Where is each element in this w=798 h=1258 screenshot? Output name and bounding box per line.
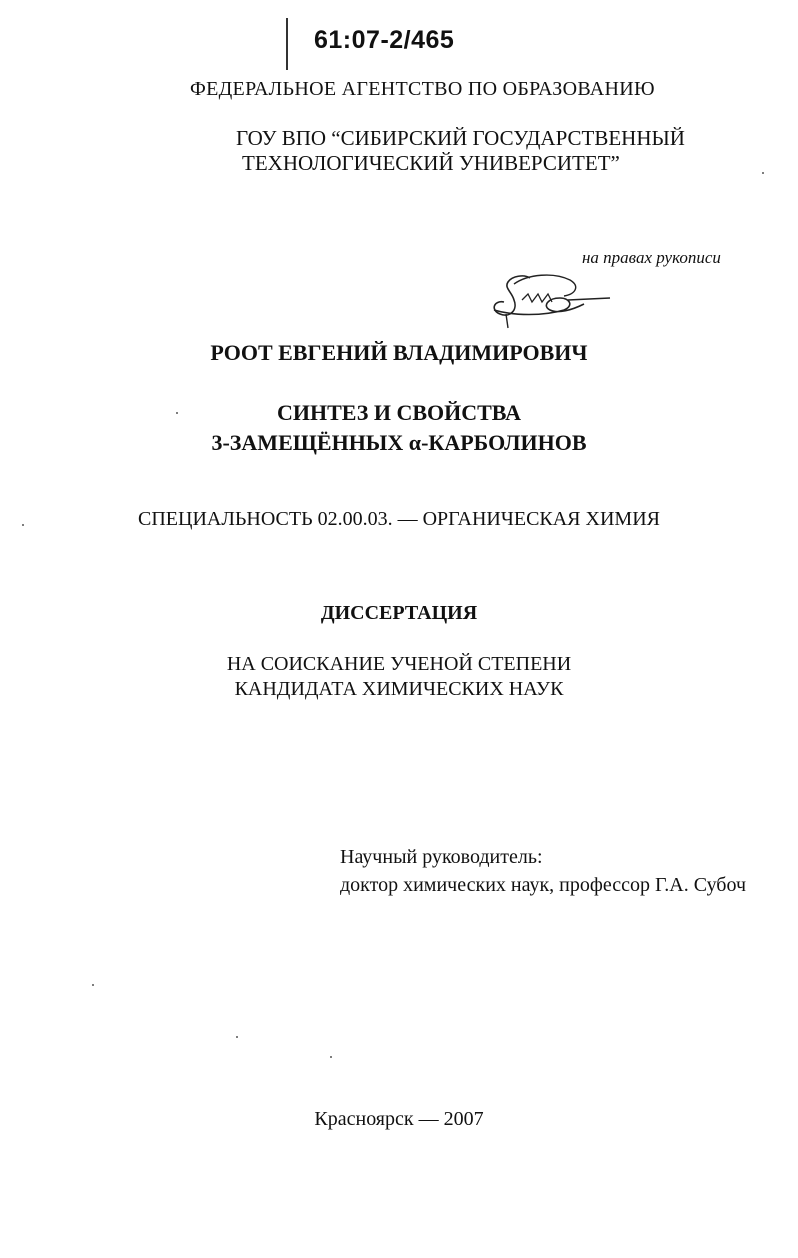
degree-statement [0,652,798,702]
university-line-1: ГОУ ВПО “СИБИРСКИЙ ГОСУДАРСТВЕННЫЙ [236,126,685,150]
university-line-2: ТЕХНОЛОГИЧЕСКИЙ УНИВЕРСИТЕТ” [242,151,620,175]
author-name: РООТ ЕВГЕНИЙ ВЛАДИМИРОВИЧ [210,340,588,365]
supervisor-block [340,843,746,899]
degree-line-2: КАНДИДАТА ХИМИЧЕСКИХ НАУК [234,678,564,700]
specialty: СПЕЦИАЛЬНОСТЬ 02.00.03. — ОРГАНИЧЕСКАЯ ХИМИЯ [138,508,660,530]
scan-speck [176,412,178,414]
document-type: ДИССЕРТАЦИЯ [320,602,478,624]
title-line-2: 3-ЗАМЕЩЁННЫХ α-КАРБОЛИНОВ [211,430,587,455]
university-name [236,126,685,176]
scan-speck [22,524,24,526]
scan-speck [762,172,764,174]
scan-speck [236,1036,238,1038]
supervisor-label: Научный руководитель: [340,846,543,868]
scan-speck [330,1056,332,1058]
dissertation-title [0,398,798,458]
stamp-divider [286,18,288,70]
city-year: Красноярск — 2007 [314,1108,484,1130]
supervisor-name: доктор химических наук, профессор Г.А. Субоч [340,874,747,896]
signature-icon [484,270,614,330]
scan-speck [92,984,94,986]
degree-line-1: НА СОИСКАНИЕ УЧЕНОЙ СТЕПЕНИ [226,653,572,675]
manuscript-note: на правах рукописи [582,248,721,267]
agency-header: ФЕДЕРАЛЬНОЕ АГЕНТСТВО ПО ОБРАЗОВАНИЮ [190,78,655,100]
title-line-1: СИНТЕЗ И СВОЙСТВА [277,400,521,425]
archive-code: 61:07-2/465 [314,26,455,54]
